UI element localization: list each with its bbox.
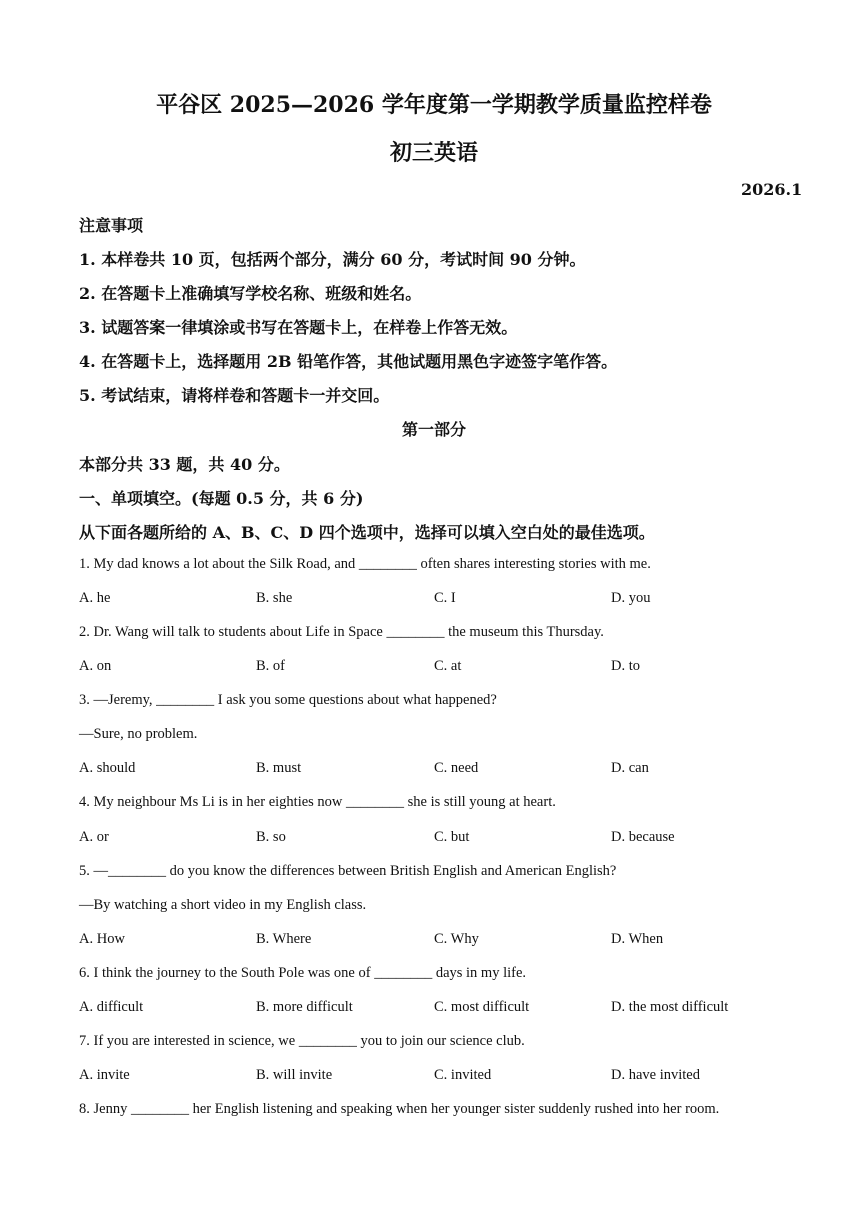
option-d: D. have invited <box>611 1067 700 1083</box>
option-b: B. Where <box>256 931 312 947</box>
option-a: A. difficult <box>79 999 144 1015</box>
question-stem: 2. Dr. Wang will talk to students about Life in Space ________ the museum this Thursday. <box>79 624 604 640</box>
option-d: D. the most difficult <box>611 999 729 1015</box>
option-c: C. need <box>434 760 479 776</box>
note-item: 5. 考试结束，请将样卷和答题卡一并交回。 <box>79 386 390 405</box>
exam-subject: 初三英语 <box>389 140 478 166</box>
option-d: D. can <box>611 760 649 776</box>
option-a: A. or <box>79 829 109 845</box>
question-stem: 7. If you are interested in science, we ________ you to join our science club. <box>79 1033 525 1049</box>
section-title: 一、单项填空。(每题 0.5 分，共 6 分) <box>79 489 364 508</box>
question-stem: 4. My neighbour Ms Li is in her eighties now ________ she is still young at heart. <box>79 794 556 810</box>
option-b: B. of <box>256 658 285 674</box>
option-c: C. at <box>434 658 462 674</box>
question-stem: 6. I think the journey to the South Pole was one of ________ days in my life. <box>79 965 527 981</box>
option-b: B. will invite <box>256 1067 333 1083</box>
option-b: B. she <box>256 590 293 606</box>
question-reply: —By watching a short video in my English class. <box>79 897 367 913</box>
note-item: 1. 本样卷共 10 页，包括两个部分，满分 60 分，考试时间 90 分钟。 <box>79 250 586 269</box>
notes-heading: 注意事项 <box>79 216 144 235</box>
part-summary: 本部分共 33 题，共 40 分。 <box>79 455 290 474</box>
option-a: A. he <box>79 590 111 606</box>
option-c: C. but <box>434 829 470 845</box>
option-d: D. When <box>611 931 664 947</box>
question-reply: —Sure, no problem. <box>79 726 198 742</box>
option-a: A. on <box>79 658 112 674</box>
section-instruction: 从下面各题所给的 A、B、C、D 四个选项中，选择可以填入空白处的最佳选项。 <box>79 523 655 542</box>
option-b: B. so <box>256 829 286 845</box>
exam-date: 2026.1 <box>741 180 803 199</box>
question-stem: 3. —Jeremy, ________ I ask you some questions about what happened? <box>79 692 497 708</box>
option-b: B. more difficult <box>256 999 353 1015</box>
option-c: C. Why <box>434 931 479 947</box>
option-a: A. should <box>79 760 136 776</box>
option-c: C. invited <box>434 1067 492 1083</box>
option-b: B. must <box>256 760 302 776</box>
option-d: D. because <box>611 829 675 845</box>
option-c: C. most difficult <box>434 999 530 1015</box>
exam-title: 平谷区 2025—2026 学年度第一学期教学质量监控样卷 <box>156 92 712 118</box>
option-d: D. you <box>611 590 651 606</box>
option-d: D. to <box>611 658 640 674</box>
question-stem: 8. Jenny ________ her English listening and speaking when her younger sister suddenly rushed into her room. <box>79 1101 720 1117</box>
question-stem: 5. —________ do you know the differences between British English and American English? <box>79 863 617 879</box>
option-c: C. I <box>434 590 456 606</box>
part-heading: 第一部分 <box>401 420 466 439</box>
option-a: A. invite <box>79 1067 130 1083</box>
note-item: 2. 在答题卡上准确填写学校名称、班级和姓名。 <box>79 284 422 303</box>
note-item: 4. 在答题卡上，选择题用 2B 铅笔作答，其他试题用黑色字迹签字笔作答。 <box>79 352 618 371</box>
question-stem: 1. My dad knows a lot about the Silk Road, and ________ often shares interesting stories with me. <box>79 556 651 572</box>
note-item: 3. 试题答案一律填涂或书写在答题卡上，在样卷上作答无效。 <box>79 318 518 337</box>
option-a: A. How <box>79 931 125 947</box>
